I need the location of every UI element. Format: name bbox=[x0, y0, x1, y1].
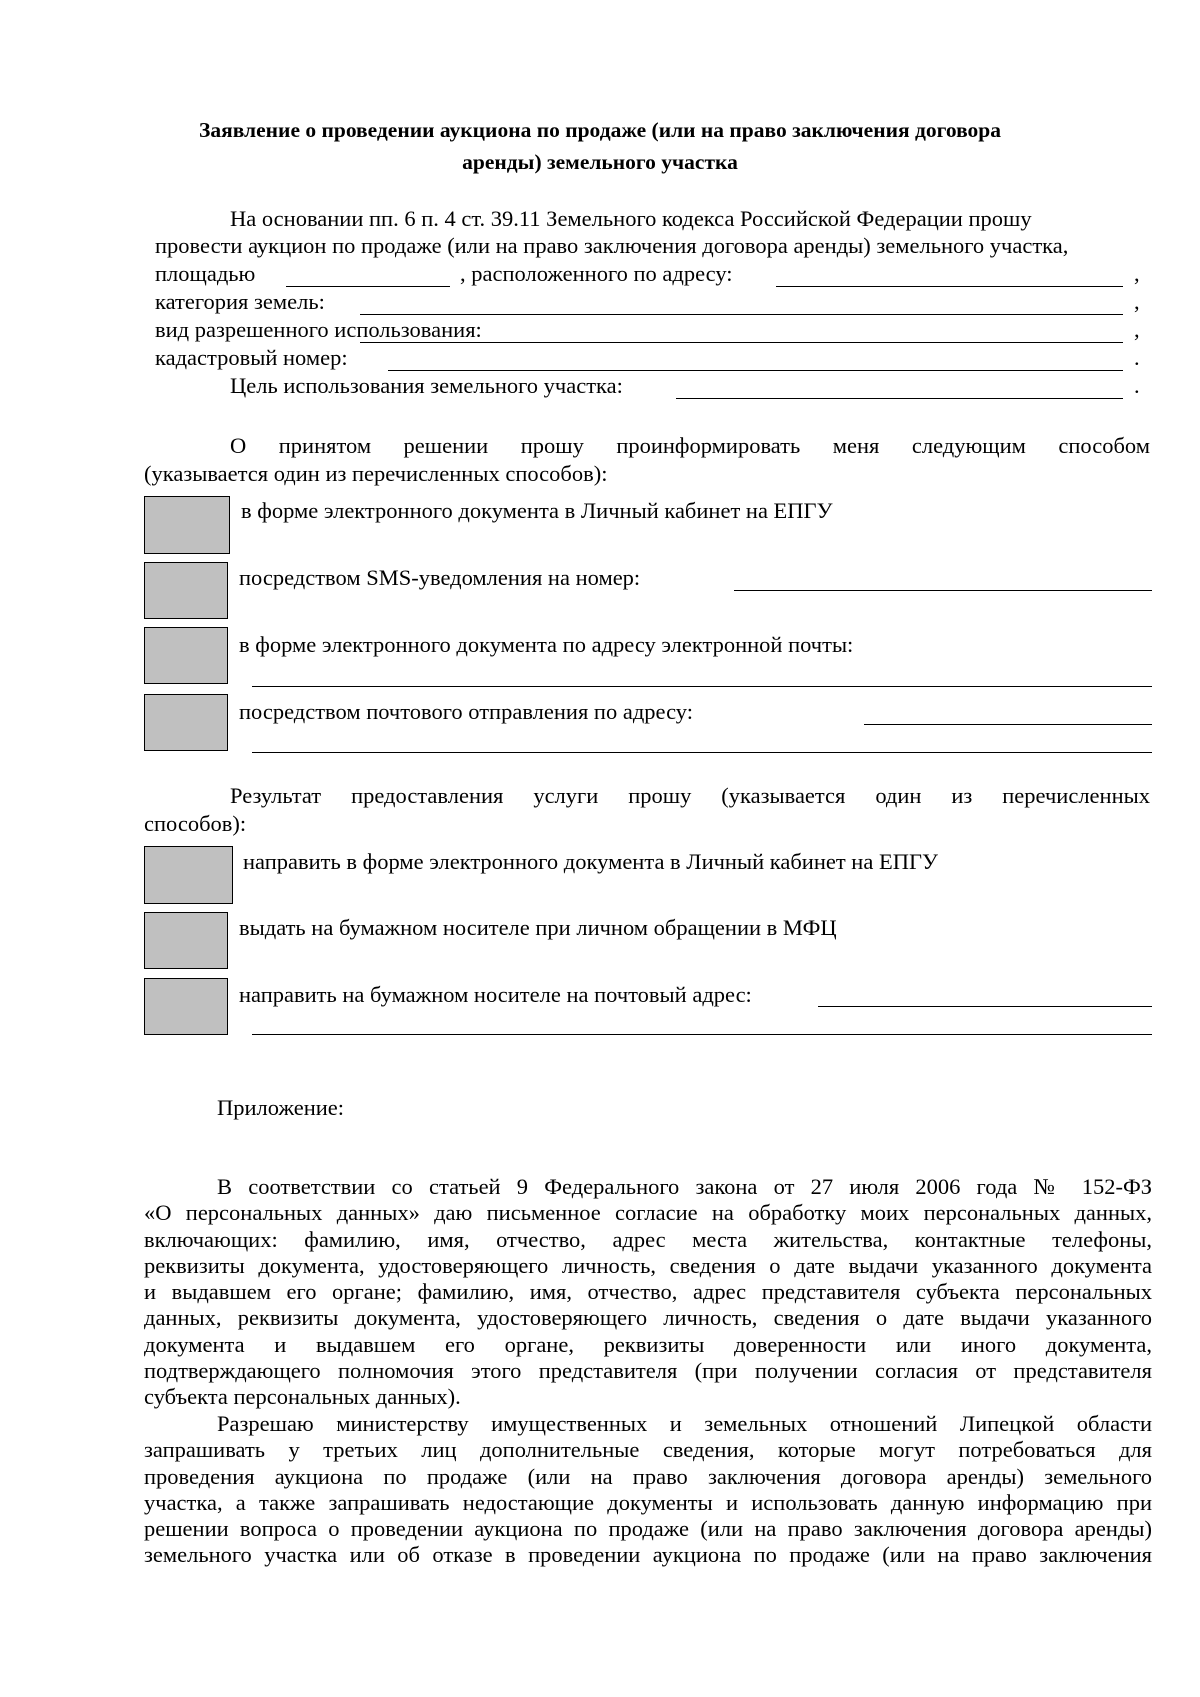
consent-line: и выдавшем его органе; фамилию, имя, отчество, адрес представителя субъекта персональных bbox=[144, 1279, 1152, 1305]
cadastral-number-label: кадастровый номер: bbox=[155, 345, 348, 370]
permitted-use-label: вид разрешенного использования: bbox=[155, 317, 482, 342]
word: следующим bbox=[911, 433, 1026, 458]
sms-number-field[interactable] bbox=[734, 590, 1152, 591]
comma-2: , bbox=[1134, 289, 1140, 314]
land-purpose-field[interactable] bbox=[676, 398, 1123, 399]
consent-paragraph bbox=[144, 1174, 1152, 1411]
land-purpose-label: Цель использования земельного участка: bbox=[230, 373, 623, 398]
word: перечисленных bbox=[1002, 783, 1150, 808]
result-post-address-field-1[interactable] bbox=[818, 1006, 1152, 1007]
word: прошу bbox=[628, 783, 692, 808]
permission-line: проведения аукциона по продаже (или на право заключения договора аренды) земельного bbox=[144, 1463, 1152, 1489]
document-title-line-1: Заявление о проведении аукциона по продаже (или на право заключения договора bbox=[199, 118, 1001, 142]
word: предоставления bbox=[351, 783, 504, 808]
permission-paragraph bbox=[144, 1411, 1152, 1569]
permission-line: земельного участка или об отказе в проведении аукциона по продаже (или на право заключения bbox=[144, 1542, 1152, 1568]
notify-post-label: посредством почтового отправления по адресу: bbox=[239, 699, 693, 724]
result-post-checkbox[interactable] bbox=[144, 978, 228, 1035]
notify-sms-checkbox[interactable] bbox=[144, 562, 228, 619]
word: из bbox=[951, 783, 973, 808]
word: О bbox=[230, 433, 247, 458]
post-address-field-1[interactable] bbox=[864, 724, 1152, 725]
email-address-field[interactable] bbox=[252, 686, 1152, 687]
notify-epgu-label: в форме электронного документа в Личный кабинет на ЕПГУ bbox=[241, 498, 833, 523]
document-title-line-2: аренды) земельного участка bbox=[462, 150, 738, 174]
period-1: . bbox=[1134, 345, 1140, 370]
comma-3: , bbox=[1134, 317, 1140, 342]
notify-post-checkbox[interactable] bbox=[144, 694, 228, 751]
land-category-label: категория земель: bbox=[155, 289, 325, 314]
permission-line: запрашивать у третьих лиц дополнительные сведения, которые могут потребоваться для bbox=[144, 1437, 1152, 1463]
cadastral-number-field[interactable] bbox=[388, 370, 1123, 371]
result-epgu-checkbox[interactable] bbox=[144, 846, 233, 904]
area-field[interactable] bbox=[286, 286, 450, 287]
word: принятом bbox=[278, 433, 372, 458]
consent-line: подтверждающего полномочия этого представителя (при получении согласия от представителя bbox=[144, 1358, 1152, 1384]
result-intro-line-2: способов): bbox=[144, 811, 247, 836]
result-intro-line-1 bbox=[230, 783, 1150, 809]
consent-line: В соответствии со статьей 9 Федерального закона от 27 июля 2006 года № 152-ФЗ bbox=[217, 1174, 1152, 1199]
notify-intro-line-2: (указывается один из перечисленных способов): bbox=[144, 461, 608, 486]
permission-line: Разрешаю министерству имущественных и земельных отношений Липецкой области bbox=[217, 1411, 1152, 1436]
notify-intro-line-1 bbox=[230, 433, 1150, 459]
word: способом bbox=[1058, 433, 1150, 458]
notify-sms-label: посредством SMS-уведомления на номер: bbox=[239, 565, 641, 590]
consent-line: включающих: фамилию, имя, отчество, адрес места жительства, контактные телефоны, bbox=[144, 1226, 1152, 1252]
request-text-line-2: провести аукцион по продаже (или на право заключения договора аренды) земельного участка, bbox=[155, 233, 1069, 258]
comma-1: , bbox=[1134, 261, 1140, 286]
consent-line: «О персональных данных» даю письменное согласие на обработку моих персональных данных, bbox=[144, 1200, 1152, 1226]
word: меня bbox=[832, 433, 880, 458]
attachment-label: Приложение: bbox=[217, 1095, 345, 1120]
consent-line: реквизиты документа, удостоверяющего личность, сведения о дате выдачи указанного документа bbox=[144, 1252, 1152, 1278]
word: решении bbox=[403, 433, 489, 458]
land-category-field[interactable] bbox=[360, 314, 1123, 315]
consent-line: субъекта персональных данных). bbox=[144, 1384, 461, 1410]
result-post-address-field-2[interactable] bbox=[252, 1034, 1152, 1035]
address-label: , расположенного по адресу: bbox=[460, 261, 733, 286]
result-post-label: направить на бумажном носителе на почтовый адрес: bbox=[239, 982, 752, 1007]
area-label: площадью bbox=[155, 261, 256, 286]
request-text-line-1: На основании пп. 6 п. 4 ст. 39.11 Земельного кодекса Российской Федерации прошу bbox=[230, 206, 1032, 231]
word: Результат bbox=[230, 783, 322, 808]
permitted-use-field[interactable] bbox=[360, 342, 1123, 343]
word: услуги bbox=[533, 783, 599, 808]
notify-epgu-checkbox[interactable] bbox=[144, 496, 230, 554]
word: (указывается bbox=[721, 783, 846, 808]
post-address-field-2[interactable] bbox=[252, 752, 1152, 753]
consent-line: данных, реквизиты документа, удостоверяющего личность, сведения о дате выдачи указанного bbox=[144, 1305, 1152, 1331]
word: прошу bbox=[520, 433, 584, 458]
notify-email-label: в форме электронного документа по адресу электронной почты: bbox=[239, 632, 854, 657]
result-mfc-checkbox[interactable] bbox=[144, 912, 228, 969]
word: один bbox=[875, 783, 922, 808]
result-epgu-label: направить в форме электронного документа в Личный кабинет на ЕПГУ bbox=[243, 849, 938, 874]
period-2: . bbox=[1134, 373, 1140, 398]
result-mfc-label: выдать на бумажном носителе при личном обращении в МФЦ bbox=[239, 915, 837, 940]
word: проинформировать bbox=[616, 433, 801, 458]
address-field[interactable] bbox=[776, 286, 1123, 287]
permission-line: участка, а также запрашивать недостающие документы и использовать данную информацию при bbox=[144, 1489, 1152, 1515]
notify-email-checkbox[interactable] bbox=[144, 627, 228, 684]
permission-line: решении вопроса о проведении аукциона по продаже (или на право заключения договора аренды) bbox=[144, 1516, 1152, 1542]
consent-line: документа и выдавшем его органе, реквизиты доверенности или иного документа, bbox=[144, 1331, 1152, 1357]
